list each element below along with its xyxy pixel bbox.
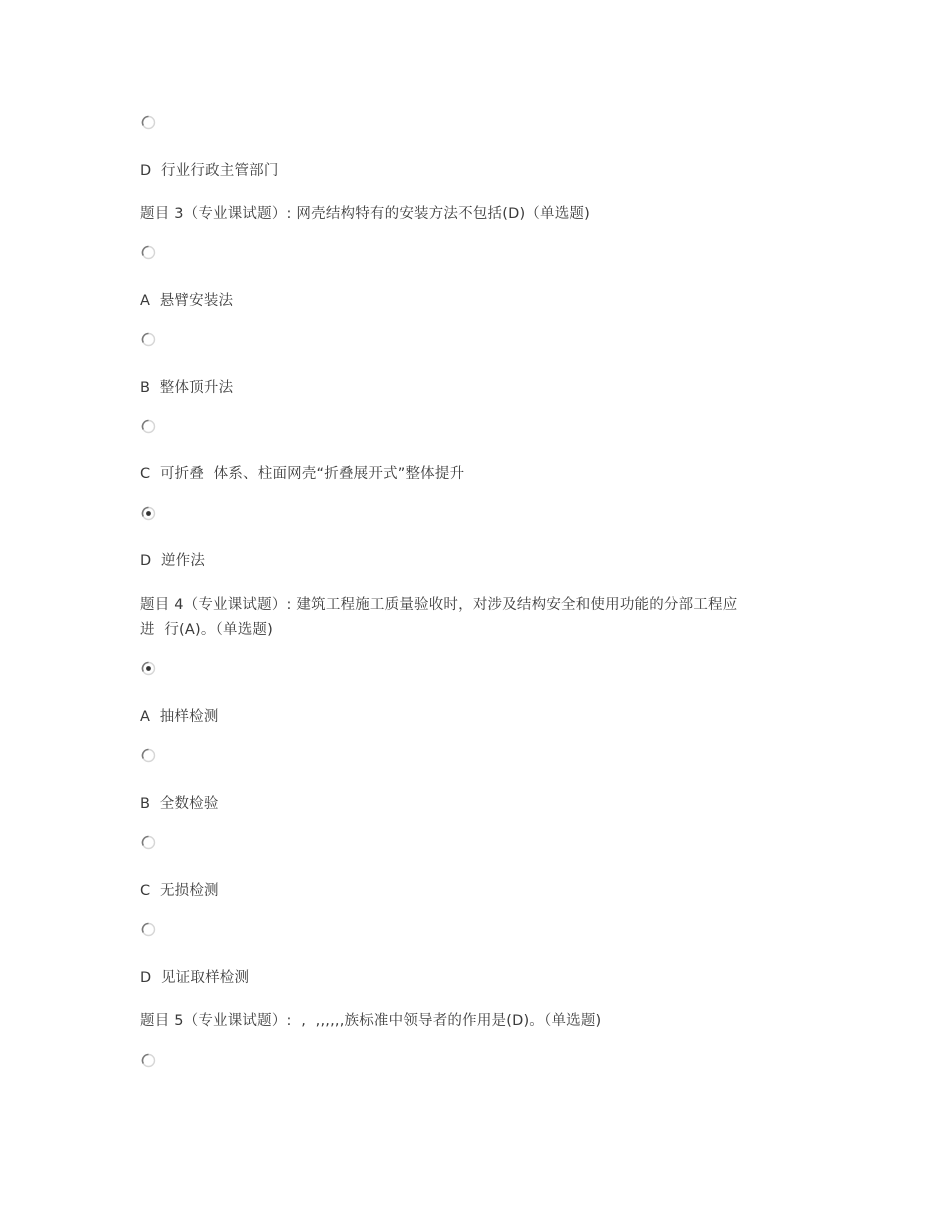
question4-title-line1: 题目 4（专业课试题）: 建筑工程施工质量验收时，对涉及结构安全和使用功能的分部工程应 [140, 597, 738, 613]
question3-title: 题目 3（专业课试题）: 网壳结构特有的安装方法不包括(D)（单选题) [140, 206, 590, 222]
question3-option-b-radio[interactable] [141, 332, 156, 347]
question4-option-a-label: A 抽样检测 [140, 709, 219, 725]
radio-unchecked-icon [141, 419, 156, 434]
question4-option-d-label: D 见证取样检测 [140, 970, 250, 986]
question4-option-c-label: C 无损检测 [140, 883, 219, 899]
question5-option-a-radio[interactable] [141, 1053, 156, 1068]
question3-option-d-label: D 逆作法 [140, 553, 206, 569]
radio-checked-icon [141, 506, 156, 521]
question2-option-d-radio[interactable] [141, 115, 156, 130]
radio-unchecked-icon [141, 922, 156, 937]
question3-option-b-label: B 整体顶升法 [140, 380, 234, 396]
radio-unchecked-icon [141, 332, 156, 347]
question4-title-line2: 进 行(A)。（单选题) [140, 622, 273, 638]
question3-option-a-label: A 悬臂安装法 [140, 293, 234, 309]
radio-unchecked-icon [141, 748, 156, 763]
question5-title: 题目 5（专业课试题）: , ,,,,,,族标准中领导者的作用是(D)。（单选题) [140, 1013, 602, 1029]
question3-option-c-radio[interactable] [141, 419, 156, 434]
question3-option-c-label: C 可折叠 体系、柱面网壳“折叠展开式”整体提升 [140, 466, 465, 482]
question4-option-c-radio[interactable] [141, 835, 156, 850]
radio-checked-icon [141, 661, 156, 676]
radio-unchecked-icon [141, 835, 156, 850]
question3-option-d-radio[interactable] [141, 506, 156, 521]
radio-unchecked-icon [141, 1053, 156, 1068]
question3-option-a-radio[interactable] [141, 245, 156, 260]
question4-option-a-radio[interactable] [141, 661, 156, 676]
question2-option-d-label: D 行业行政主管部门 [140, 163, 279, 179]
question4-option-b-radio[interactable] [141, 748, 156, 763]
question4-option-b-label: B 全数检验 [140, 796, 219, 812]
question4-option-d-radio[interactable] [141, 922, 156, 937]
radio-unchecked-icon [141, 245, 156, 260]
radio-unchecked-icon [141, 115, 156, 130]
